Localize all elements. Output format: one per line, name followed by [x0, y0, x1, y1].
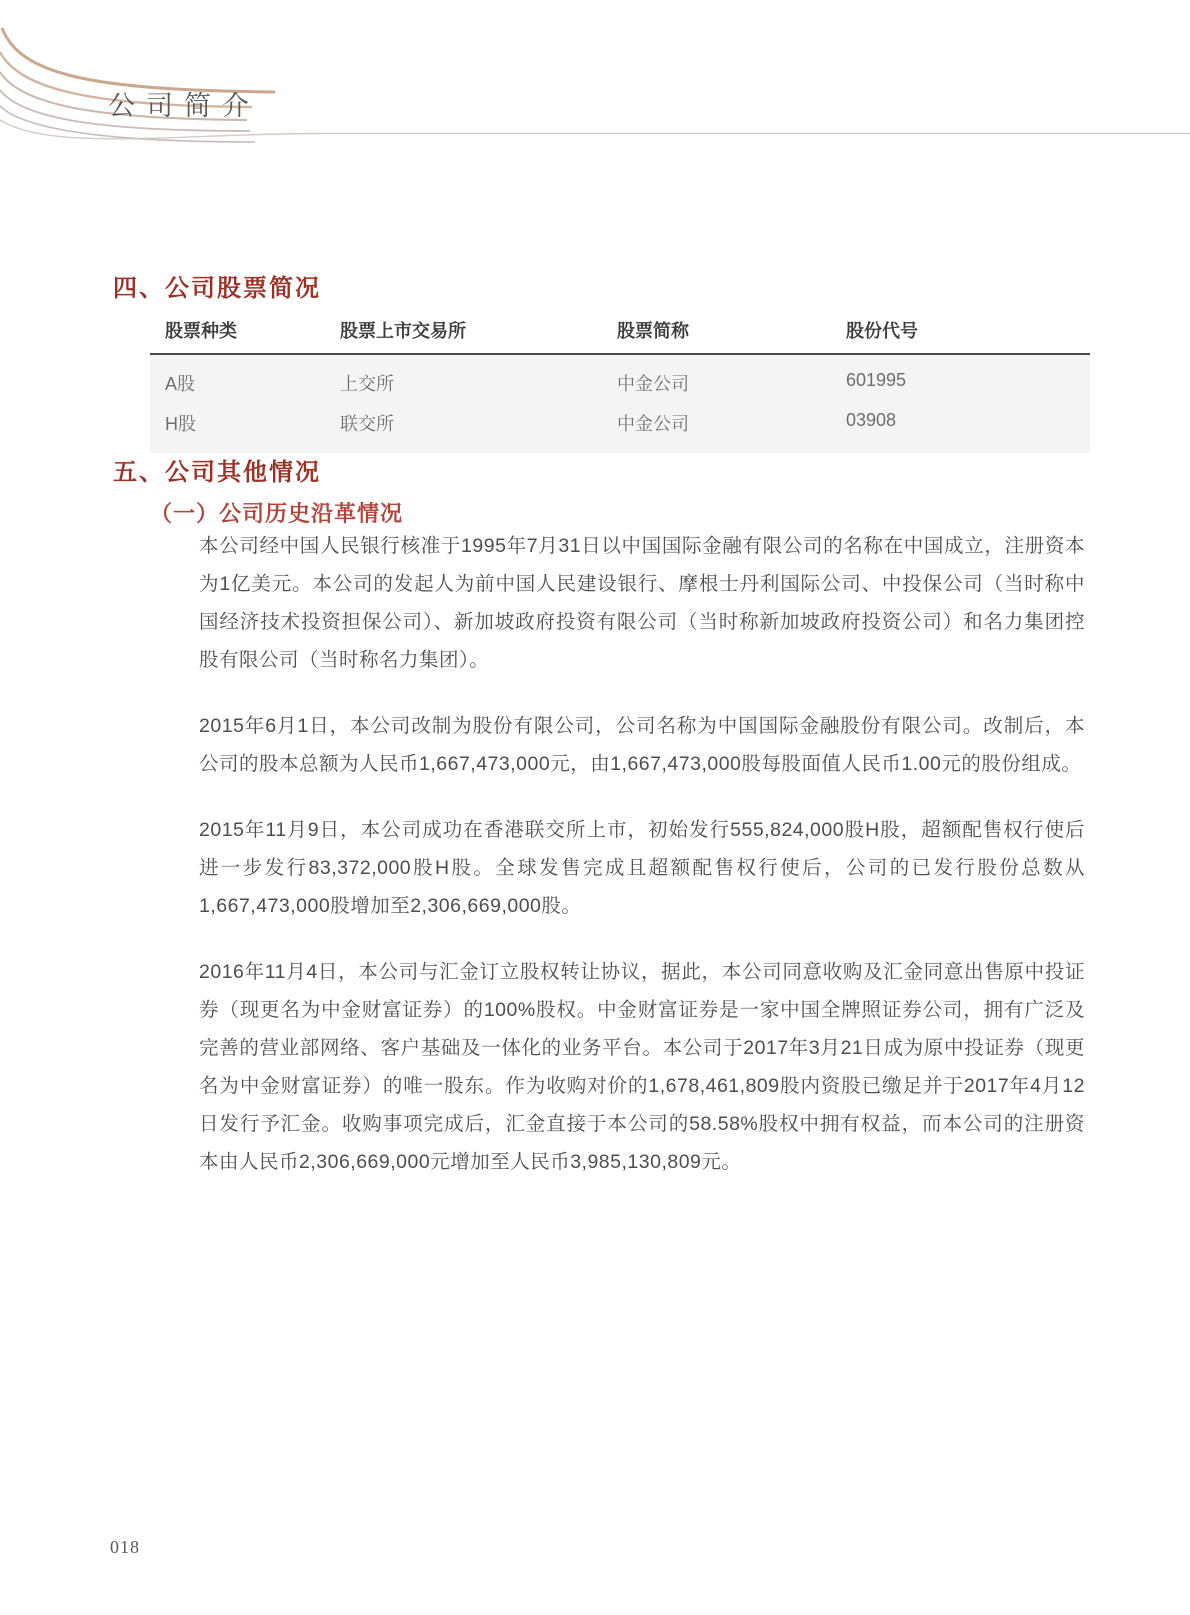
col-header-stock-type: 股票种类	[165, 321, 237, 341]
stock-table-body	[150, 355, 1090, 453]
col-header-short-name: 股票简称	[617, 321, 689, 341]
paragraph-restructuring: 2015年6月1日，本公司改制为股份有限公司，公司名称为中国国际金融股份有限公司。改制后，本公司的股本总额为人民币1,667,473,000元，由1,667,473,000股每股面值人民币1.00元的股份组成。	[199, 715, 1085, 775]
paragraph-founding: 本公司经中国人民银行核准于1995年7月31日以中国国际金融有限公司的名称在中国成立，注册资本为1亿美元。本公司的发起人为前中国人民建设银行、摩根士丹利国际公司、中投保公司（当时称中国经济技术投资担保公司）、新加坡政府投资有限公司（当时称新加坡政府投资公司）和名力集团控股有限公司（当时称名力集团）。	[199, 535, 1085, 671]
cell-stock-type: H股	[165, 414, 196, 434]
cell-stock-code: 03908	[846, 410, 897, 430]
cell-stock-type: A股	[165, 374, 196, 394]
stock-table	[150, 308, 1090, 453]
cell-stock-code: 601995	[846, 370, 907, 390]
table-row	[150, 363, 1090, 403]
stock-table-header-row	[150, 308, 1090, 355]
cell-exchange: 联交所	[340, 414, 394, 434]
cell-exchange: 上交所	[340, 374, 394, 394]
table-row	[150, 403, 1090, 443]
page-title: 公司简介	[108, 91, 260, 121]
section5-subsection-title: （一）公司历史沿革情况	[150, 501, 404, 526]
cell-short-name: 中金公司	[617, 414, 689, 434]
page-number: 018	[110, 1537, 140, 1557]
paragraph-hk-listing: 2015年11月9日，本公司成功在香港联交所上市，初始发行555,824,000股H股，超额配售权行使后进一步发行83,372,000股H股。全球发售完成且超额配售权行使后，公司的已发行股份总数从1,667,473,000股增加至2,306,669,000股。	[199, 819, 1085, 917]
section5-title: 五、公司其他情况	[113, 459, 321, 486]
history-paragraphs	[199, 527, 1085, 1209]
paragraph-acquisition: 2016年11月4日，本公司与汇金订立股权转让协议，据此，本公司同意收购及汇金同意出售原中投证券（现更名为中金财富证券）的100%股权。中金财富证券是一家中国全牌照证券公司，拥有广泛及完善的营业部网络、客户基础及一体化的业务平台。本公司于2017年3月21日成为原中投证券（现更名为中金财富证券）的唯一股东。作为收购对价的1,678,461,809股内资股已缴足并于2017年4月12日发行予汇金。收购事项完成后，汇金直接于本公司的58.58%股权中拥有权益，而本公司的注册资本由人民币2,306,669,000元增加至人民币3,985,130,809元。	[199, 961, 1085, 1173]
col-header-stock-code: 股份代号	[846, 321, 918, 341]
col-header-exchange: 股票上市交易所	[340, 321, 466, 341]
section4-title: 四、公司股票简况	[113, 275, 321, 302]
cell-short-name: 中金公司	[617, 374, 689, 394]
